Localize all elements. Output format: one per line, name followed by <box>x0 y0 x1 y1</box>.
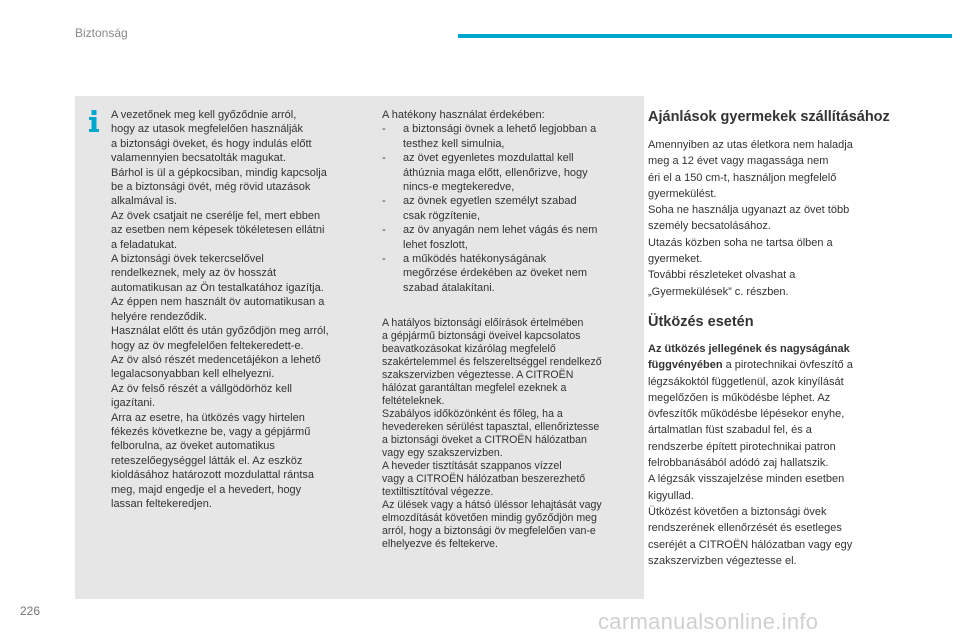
info-text-line: reteszelőegységgel látták el. Az eszköz <box>111 454 303 467</box>
bullet-dash-icon: - <box>382 123 386 136</box>
collision-line: A légzsák visszajelzése minden esetben <box>648 473 845 486</box>
info-text-line: A vezetőnek meg kell győződnie arról, <box>111 109 297 121</box>
bullet-line: a működés hatékonyságának <box>403 253 547 266</box>
bullet-line: nincs-e megtekeredve, <box>403 181 515 194</box>
bullet-line: testhez kell simulnia, <box>403 137 505 150</box>
regulation-line: A heveder tisztítását szappanos vízzel <box>382 460 562 473</box>
info-text-line: Bárhol is ül a gépkocsiban, mindig kapcsolja <box>111 166 327 179</box>
info-text-line: be a biztonsági övét, még rövid utazások <box>111 181 311 194</box>
info-column-1 <box>111 108 357 511</box>
child-transport-line: Amennyiben az utas életkora nem haladja <box>648 139 853 151</box>
collision-heading: Ütközés esetén <box>648 313 754 330</box>
regulation-line: hevedereken sérülést tapasztal, ellenőriztesse <box>382 421 600 434</box>
bullet-line: az övet egyenletes mozdulattal kell <box>403 152 574 165</box>
bullet-line: áthúznia maga előtt, ellenőrizve, hogy <box>403 166 588 179</box>
info-column-2 <box>382 108 630 551</box>
info-text-line: Használat előtt és után győződjön meg arról, <box>111 325 329 338</box>
page-number: 226 <box>20 604 41 618</box>
regulation-line: vagy a CITROËN hálózatban beszerezhető <box>382 473 586 486</box>
regulation-paragraph <box>382 317 630 551</box>
info-text-line: automatikusan az Ön testalkatához igazítja. <box>111 281 324 294</box>
bullet-line: szabad átalakítani. <box>403 281 495 294</box>
usage-bullet-list <box>382 122 630 295</box>
collision-line: övfeszítők működésbe lépésekor enyhe, <box>648 408 845 421</box>
info-text-line: felborulna, az öveket automatikus <box>111 440 275 453</box>
regulation-line: elhelyezve és feltekerve. <box>382 538 499 551</box>
child-transport-line: éri el a 150 cm-t, használjon megfelelő <box>648 171 837 184</box>
info-text-line: Az övek csatjait ne cserélje fel, mert ebben <box>111 209 321 222</box>
bullet-line: lehet foszlott, <box>403 238 468 251</box>
regulation-line: szakszervizben végeztesse. A CITROËN <box>382 369 574 382</box>
info-icon <box>88 110 100 132</box>
usage-bullet <box>382 151 630 194</box>
info-text-line: az esetben nem képesek tökéletesen ellátni <box>111 224 325 237</box>
collision-lead-bold: Az ütközés jellegének és nagyságának <box>648 342 850 355</box>
info-text-line: A biztonsági övek tekercselővel <box>111 253 264 266</box>
child-transport-line: „Gyermekülések” c. részben. <box>648 285 789 298</box>
regulation-line: arról, hogy a biztonsági öv megfelelően van-e <box>382 525 596 538</box>
usage-bullet <box>382 122 630 151</box>
info-text-line: kioldásához határozott mozdulattal rántsa <box>111 469 315 482</box>
info-text-line: igazítani. <box>111 397 156 410</box>
collision-lead-rest: a pirotechnikai övfeszítő a <box>722 359 853 372</box>
bullet-line: az öv anyagán nem lehet vágás és nem <box>403 224 598 237</box>
collision-line: felrobbanásából adódó zaj hallatszik. <box>648 457 829 470</box>
child-transport-line: További részleteket olvashat a <box>648 269 796 282</box>
child-transport-heading: Ajánlások gyermekek szállításához <box>648 109 890 125</box>
usage-bullet <box>382 194 630 223</box>
regulation-line: beavatkozásokat kizárólag megfelelő <box>382 343 556 356</box>
watermark: carmanualsonline.info <box>598 609 819 634</box>
collision-text <box>648 341 908 569</box>
section-header: Biztonság <box>75 26 128 40</box>
info-text-line: alkalmával is. <box>111 195 178 208</box>
regulation-line: A hatályos biztonsági előírások értelmében <box>382 317 584 330</box>
regulation-line: hálózat garantáltan megfelel ezeknek a <box>382 382 567 395</box>
info-text-line: a feladatukat. <box>111 238 178 251</box>
info-text-line: hogy az utasok megfelelően használják <box>111 123 304 136</box>
bullet-dash-icon: - <box>382 224 386 237</box>
info-text-line: meg, majd engedje el a hevedert, hogy <box>111 483 302 496</box>
usage-intro: A hatékony használat érdekében: <box>382 109 545 121</box>
header-accent-bar <box>458 34 952 38</box>
collision-lead-line <box>648 341 908 357</box>
bullet-line: csak rögzítenie, <box>403 209 481 222</box>
collision-lead-bold: függvényében <box>648 359 723 372</box>
bullet-line: megőrzése érdekében az öveket nem <box>403 267 588 280</box>
collision-line: Ütközést követően a biztonsági övek <box>648 505 827 518</box>
bullet-dash-icon: - <box>382 253 386 266</box>
regulation-line: elmozdítását követően mindig győződjön meg <box>382 512 597 525</box>
regulation-line: feltételeknek. <box>382 395 445 408</box>
child-transport-line: Utazás közben soha ne tartsa ölben a <box>648 236 833 249</box>
info-text-line: hogy az öv megfelelően feltekeredett-e. <box>111 339 304 352</box>
info-text-line: fékezés következne be, vagy a gépjármű <box>111 425 311 438</box>
info-text-line: rendelkeznek, mely az öv hosszát <box>111 267 277 280</box>
child-transport-line: gyermekülést. <box>648 187 717 200</box>
info-text-line: Az éppen nem használt öv automatikusan a <box>111 296 325 309</box>
info-text-line: legalacsonyabban kell elhelyezni. <box>111 368 275 381</box>
child-transport-line: Soha ne használja ugyanazt az övet több <box>648 204 850 217</box>
collision-line: kigyullad. <box>648 489 694 502</box>
regulation-line: a gépjármű biztonsági öveivel kapcsolatos <box>382 330 581 343</box>
regulation-line: textiltisztítóval végezze. <box>382 486 494 499</box>
collision-line: ártalmatlan füst szabadul fel, és a <box>648 424 812 437</box>
info-text-line: helyére rendeződik. <box>111 310 208 323</box>
right-column <box>648 107 908 569</box>
info-text-line: lassan feltekeredjen. <box>111 497 212 510</box>
info-text-line: Az öv alsó részét medencetájékon a lehető <box>111 353 321 366</box>
collision-line: légzsákoktól függetlenül, azok kinyílását <box>648 375 844 388</box>
regulation-line: Az ülések vagy a hátsó üléssor lehajtását vagy <box>382 499 602 512</box>
info-text-line: a biztonsági öveket, és hogy indulás előtt <box>111 137 312 150</box>
regulation-line: vagy egy szakszervizben. <box>382 447 503 460</box>
collision-line: rendszerbe épített pirotechnikai patron <box>648 440 836 453</box>
collision-line: megelőzően is működésbe léphet. Az <box>648 391 831 404</box>
regulation-line: szakértelemmel és felszereltséggel rendelkező <box>382 356 602 369</box>
usage-bullet <box>382 252 630 295</box>
child-transport-line: személy becsatolásához. <box>648 220 771 233</box>
regulation-line: Szabályos időközönként és főleg, ha a <box>382 408 563 421</box>
collision-lead-line <box>648 357 908 373</box>
collision-line: cseréjét a CITROËN hálózatban vagy egy <box>648 538 853 551</box>
bullet-dash-icon: - <box>382 195 386 208</box>
collision-line: szakszervizben végeztesse el. <box>648 554 797 567</box>
child-transport-text <box>648 137 908 300</box>
bullet-dash-icon: - <box>382 152 386 165</box>
bullet-line: a biztonsági övnek a lehető legjobban a <box>403 123 597 136</box>
info-text-line: valamennyien becsatolták magukat. <box>111 152 286 165</box>
regulation-line: a biztonsági öveket a CITROËN hálózatban <box>382 434 587 447</box>
info-text-line: Az öv felső részét a vállgödörhöz kell <box>111 382 292 395</box>
collision-line: rendszerének ellenőrzését és esetleges <box>648 522 842 535</box>
info-text-line: Arra az esetre, ha ütközés vagy hirtelen <box>111 411 305 424</box>
usage-bullet <box>382 223 630 252</box>
child-transport-line: gyermeket. <box>648 253 703 266</box>
child-transport-line: meg a 12 évet vagy magassága nem <box>648 155 829 168</box>
bullet-line: az övnek egyetlen személyt szabad <box>403 195 577 208</box>
